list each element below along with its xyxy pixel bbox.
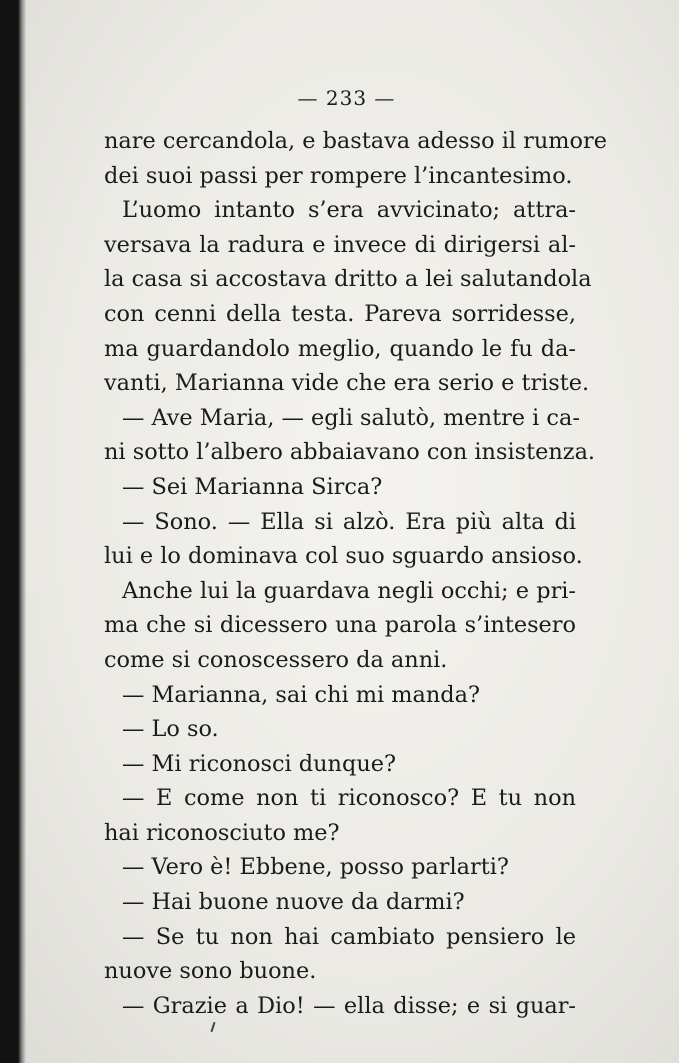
text-line: — E come non ti riconosco? E tu non (122, 785, 576, 812)
text-line: hai riconosciuto me? (104, 819, 340, 846)
body-text (104, 124, 607, 1023)
text-line: — Lo so. (122, 716, 219, 743)
text-line: la casa si accostava dritto a lei salutandola (104, 266, 592, 293)
text-line: dei suoi passi per rompere l’incantesimo. (104, 162, 573, 189)
text-line: come si conoscessero da anni. (104, 646, 448, 673)
text-line: versava la radura e invece di dirigersi al- (104, 231, 576, 258)
text-line: — Grazie a Dio! — ella disse; e si guar- (122, 992, 576, 1019)
text-line: — Sono. — Ella si alzò. Era più alta di (122, 508, 576, 535)
text-line: — Ave Maria, — egli salutò, mentre i ca- (122, 404, 580, 431)
text-line: — Mi riconosci dunque? (122, 750, 396, 777)
text-line: ma che si dicessero una parola s’intesero (104, 612, 576, 639)
text-line: vanti, Marianna vide che era serio e triste. (104, 370, 590, 397)
text-line: ni sotto l’albero abbaiavano con insistenza. (104, 439, 596, 466)
text-line: ma guardandolo meglio, quando le fu da- (104, 335, 576, 362)
text-line: — Se tu non hai cambiato pensiero le (122, 923, 576, 950)
text-line: con cenni della testa. Pareva sorridesse, (104, 300, 576, 327)
text-line: lui e lo dominava col suo sguardo ansioso. (104, 543, 583, 570)
text-line: Anche lui la guardava negli occhi; e pri- (122, 577, 576, 604)
ink-speck (211, 1022, 216, 1032)
page-number: — 233 — (297, 86, 396, 110)
book-binding-shadow (0, 0, 26, 1063)
text-line: nare cercandola, e bastava adesso il rumore (104, 128, 607, 154)
text-line: L’uomo intanto s’era avvicinato; attra- (122, 197, 576, 224)
text-line: — Marianna, sai chi mi manda? (122, 681, 480, 708)
text-line: — Hai buone nuove da darmi? (122, 889, 465, 916)
text-line: — Vero è! Ebbene, posso parlarti? (122, 854, 509, 881)
text-line: — Sei Marianna Sirca? (122, 473, 383, 500)
text-line: nuove sono buone. (104, 958, 317, 985)
